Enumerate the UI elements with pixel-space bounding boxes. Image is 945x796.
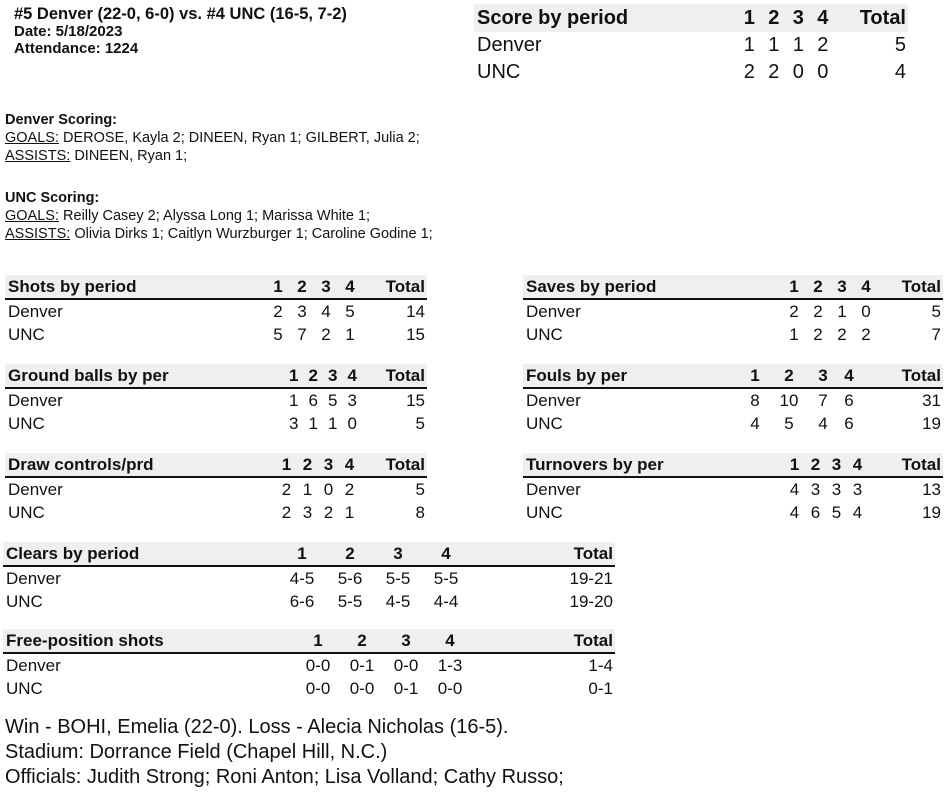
period-header: 3 [323, 454, 334, 474]
table-row [523, 300, 943, 323]
period-value: 2 [817, 34, 829, 56]
total-header: Total [901, 454, 941, 474]
draw-controls-table [5, 453, 427, 524]
table-row [523, 478, 943, 501]
free-position-shots-table [3, 629, 615, 700]
period-value: 0 [323, 479, 334, 499]
table-header [5, 275, 427, 300]
fouls-by-period-table [523, 364, 943, 435]
period-value: 2 [321, 324, 331, 344]
period-value: 2 [813, 324, 823, 344]
period-value: 2 [344, 479, 355, 499]
period-header: 4 [861, 276, 871, 296]
table-header [3, 542, 615, 567]
assists-label: ASSISTS: [5, 148, 71, 164]
period-value: 1 [308, 413, 318, 433]
period-header: 1 [289, 365, 299, 385]
total-value: 15 [406, 390, 425, 410]
total-value: 8 [415, 502, 425, 522]
team-name: Denver [526, 301, 581, 321]
game-header [14, 6, 347, 57]
period-value: 1 [837, 301, 847, 321]
period-value: 5-6 [337, 568, 363, 588]
period-value: 5-5 [337, 591, 363, 611]
period-value: 7 [297, 324, 307, 344]
period-value: 1-3 [437, 655, 463, 675]
team-name: Denver [8, 390, 63, 410]
total-value: 19 [922, 502, 941, 522]
period-header: 3 [792, 6, 804, 29]
table-title: Saves by period [526, 276, 657, 296]
period-value: 4 [750, 413, 760, 433]
period-value: 1 [344, 502, 355, 522]
total-value: 1-4 [588, 655, 613, 675]
table-title: Clears by period [6, 543, 140, 563]
table-header [474, 4, 908, 32]
goals-label: GOALS: [5, 208, 59, 224]
period-header: 3 [393, 543, 403, 563]
period-value: 1 [789, 324, 799, 344]
period-value: 2 [281, 479, 292, 499]
period-value: 3 [289, 413, 299, 433]
total-value: 5 [894, 34, 906, 56]
table-row [5, 412, 427, 435]
total-value: 4 [894, 61, 906, 83]
team-name: UNC [8, 413, 45, 433]
team-name: UNC [526, 413, 563, 433]
total-value: 5 [415, 413, 425, 433]
assists-list: Olivia Dirks 1; Caitlyn Wurzburger 1; Caroline Godine 1; [74, 226, 433, 242]
period-header: 2 [308, 365, 318, 385]
period-header: 2 [297, 276, 307, 296]
table-title: Ground balls by per [8, 365, 169, 385]
period-value: 5 [784, 413, 794, 433]
team-name: Denver [6, 655, 61, 675]
table-title: Fouls by per [526, 365, 628, 385]
period-value: 0-0 [305, 655, 331, 675]
period-value: 10 [779, 390, 799, 410]
period-header: 2 [813, 276, 823, 296]
total-header: Total [573, 543, 613, 563]
scoring-heading: Denver Scoring: [5, 112, 117, 128]
period-header: 2 [357, 630, 367, 650]
period-value: 0-0 [393, 655, 419, 675]
table-row [474, 59, 908, 86]
total-value: 19-20 [569, 591, 613, 611]
total-value: 15 [406, 324, 425, 344]
period-value: 2 [789, 301, 799, 321]
table-title: Draw controls/prd [8, 454, 154, 474]
team-name: UNC [6, 591, 43, 611]
team-name: UNC [6, 678, 43, 698]
team-name: Denver [8, 479, 63, 499]
period-header: 1 [743, 6, 755, 29]
team-name: UNC [477, 61, 521, 83]
period-header: 1 [789, 454, 800, 474]
assists-label: ASSISTS: [5, 226, 71, 242]
turnovers-by-period-table [523, 453, 943, 524]
period-value: 0-1 [393, 678, 419, 698]
period-header: 2 [345, 543, 355, 563]
period-value: 5-5 [385, 568, 411, 588]
table-title: Free-position shots [6, 630, 164, 650]
period-value: 4 [321, 301, 331, 321]
goals-list: DEROSE, Kayla 2; DINEEN, Ryan 1; GILBERT, Julia 2; [63, 130, 420, 146]
period-value: 0 [347, 413, 357, 433]
period-value: 5 [273, 324, 283, 344]
table-header [523, 364, 943, 389]
period-value: 4 [852, 502, 863, 522]
total-value: 14 [406, 301, 425, 321]
period-value: 0-0 [305, 678, 331, 698]
game-attendance: Attendance: 1224 [14, 40, 139, 57]
table-row [3, 677, 615, 700]
period-value: 1 [328, 413, 338, 433]
team-name: Denver [526, 479, 581, 499]
period-value: 0 [861, 301, 871, 321]
total-value: 5 [931, 301, 941, 321]
period-value: 1 [792, 34, 804, 56]
period-header: 1 [789, 276, 799, 296]
period-header: 2 [810, 454, 821, 474]
period-value: 3 [297, 301, 307, 321]
assists-line [5, 225, 433, 243]
assists-line [5, 147, 420, 165]
period-header: 3 [818, 365, 828, 385]
period-value: 0-0 [437, 678, 463, 698]
period-value: 4 [789, 502, 800, 522]
total-header: Total [385, 365, 425, 385]
total-header: Total [859, 6, 906, 29]
table-header [3, 629, 615, 654]
period-value: 1 [743, 34, 755, 56]
table-row [3, 567, 615, 590]
goals-list: Reilly Casey 2; Alyssa Long 1; Marissa White 1; [63, 208, 371, 224]
period-value: 2 [273, 301, 283, 321]
team-name: UNC [526, 502, 563, 522]
period-value: 4 [789, 479, 800, 499]
table-row [523, 389, 943, 412]
period-value: 1 [345, 324, 355, 344]
period-value: 4-5 [385, 591, 411, 611]
period-value: 3 [810, 479, 821, 499]
period-header: 4 [817, 6, 829, 29]
period-value: 0-1 [349, 655, 375, 675]
period-header: 2 [302, 454, 313, 474]
period-header: 1 [281, 454, 292, 474]
period-header: 3 [831, 454, 842, 474]
table-row [5, 323, 427, 346]
team-name: UNC [8, 324, 45, 344]
total-value: 31 [922, 390, 941, 410]
table-row [5, 389, 427, 412]
period-header: 2 [784, 365, 794, 385]
period-value: 5 [345, 301, 355, 321]
total-header: Total [573, 630, 613, 650]
period-value: 2 [768, 61, 780, 83]
period-header: 1 [750, 365, 760, 385]
period-value: 6-6 [289, 591, 315, 611]
period-header: 1 [297, 543, 307, 563]
period-value: 3 [831, 479, 842, 499]
table-row [523, 412, 943, 435]
period-value: 0-0 [349, 678, 375, 698]
table-row [5, 478, 427, 501]
total-value: 19 [922, 413, 941, 433]
unc-scoring [5, 189, 433, 243]
period-value: 6 [844, 413, 854, 433]
period-value: 5 [328, 390, 338, 410]
period-value: 6 [810, 502, 821, 522]
total-value: 7 [931, 324, 941, 344]
period-value: 6 [308, 390, 318, 410]
period-value: 2 [813, 301, 823, 321]
clears-by-period-table [3, 542, 615, 613]
period-value: 2 [837, 324, 847, 344]
period-header: 4 [345, 276, 355, 296]
team-name: Denver [8, 301, 63, 321]
team-name: Denver [6, 568, 61, 588]
goals-label: GOALS: [5, 130, 59, 146]
period-value: 7 [818, 390, 828, 410]
period-value: 2 [281, 502, 292, 522]
game-date: Date: 5/18/2023 [14, 23, 123, 40]
total-header: Total [385, 276, 425, 296]
period-value: 2 [323, 502, 334, 522]
table-title: Shots by period [8, 276, 137, 296]
table-header [5, 453, 427, 478]
goals-line [5, 207, 433, 225]
team-name: UNC [526, 324, 563, 344]
period-value: 5-5 [433, 568, 459, 588]
total-value: 19-21 [569, 568, 613, 588]
table-row [3, 590, 615, 613]
team-name: Denver [526, 390, 581, 410]
period-header: 1 [313, 630, 323, 650]
score-by-period-table [474, 4, 908, 86]
period-header: 3 [321, 276, 331, 296]
total-header: Total [901, 365, 941, 385]
game-title: #5 Denver (22-0, 6-0) vs. #4 UNC (16-5, 7-2) [14, 5, 347, 23]
table-row [474, 32, 908, 59]
period-value: 2 [861, 324, 871, 344]
period-header: 1 [273, 276, 283, 296]
period-value: 8 [750, 390, 760, 410]
table-header [5, 364, 427, 389]
table-row [5, 300, 427, 323]
period-value: 1 [289, 390, 299, 410]
scoring-heading: UNC Scoring: [5, 190, 100, 206]
table-title: Score by period [477, 6, 629, 29]
team-name: UNC [8, 502, 45, 522]
period-value: 3 [347, 390, 357, 410]
total-header: Total [385, 454, 425, 474]
table-header [523, 453, 943, 478]
period-value: 1 [768, 34, 780, 56]
decision-line: Win - BOHI, Emelia (22-0). Loss - Alecia Nicholas (16-5). [5, 716, 509, 738]
table-row [3, 654, 615, 677]
period-value: 4-5 [289, 568, 315, 588]
table-row [5, 501, 427, 524]
goals-line [5, 129, 420, 147]
table-row [523, 501, 943, 524]
period-value: 0 [792, 61, 804, 83]
ground-balls-table [5, 364, 427, 435]
stadium-line: Stadium: Dorrance Field (Chapel Hill, N.C.) [5, 741, 388, 763]
saves-by-period-table [523, 275, 943, 346]
team-name: Denver [477, 34, 542, 56]
period-value: 3 [852, 479, 863, 499]
table-title: Turnovers by per [526, 454, 664, 474]
period-header: 4 [844, 365, 854, 385]
period-value: 4-4 [433, 591, 459, 611]
officials-line: Officials: Judith Strong; Roni Anton; Lisa Volland; Cathy Russo; [5, 766, 564, 788]
period-header: 4 [347, 365, 357, 385]
table-row [523, 323, 943, 346]
period-value: 1 [302, 479, 313, 499]
period-value: 2 [743, 61, 755, 83]
period-header: 4 [852, 454, 863, 474]
period-value: 3 [302, 502, 313, 522]
period-header: 3 [328, 365, 338, 385]
period-header: 3 [401, 630, 411, 650]
table-header [523, 275, 943, 300]
assists-list: DINEEN, Ryan 1; [74, 148, 188, 164]
total-value: 0-1 [588, 678, 613, 698]
denver-scoring [5, 111, 420, 165]
period-header: 2 [768, 6, 780, 29]
period-header: 3 [837, 276, 847, 296]
total-value: 13 [922, 479, 941, 499]
period-value: 0 [817, 61, 829, 83]
shots-by-period-table [5, 275, 427, 346]
total-header: Total [901, 276, 941, 296]
period-header: 4 [445, 630, 455, 650]
period-header: 4 [441, 543, 451, 563]
game-footer [5, 715, 564, 790]
period-value: 4 [818, 413, 828, 433]
period-value: 5 [831, 502, 842, 522]
period-header: 4 [344, 454, 355, 474]
total-value: 5 [415, 479, 425, 499]
period-value: 6 [844, 390, 854, 410]
